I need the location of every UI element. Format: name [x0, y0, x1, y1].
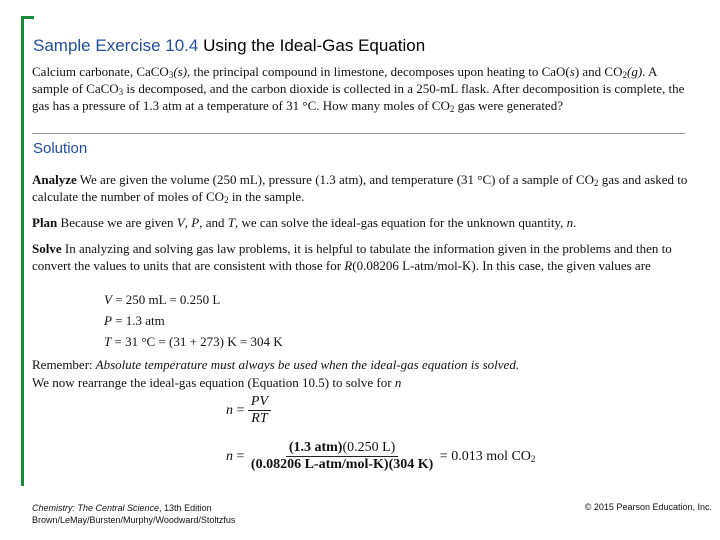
remember-note: [32, 356, 692, 373]
result-text: 0.013 mol CO: [451, 448, 531, 464]
problem-text: ) and CO: [574, 64, 623, 79]
slide-left-accent-bar: [21, 16, 24, 486]
rearrange-sentence: [32, 374, 692, 391]
problem-text: gas were generated?: [454, 98, 563, 113]
result: [451, 449, 535, 465]
analyze-text: We are given the volume (250 mL), pressure (1.3 atm), and temperature (31 °C) of a sample of CO: [76, 172, 595, 187]
analyze-text: gas and asked to calculate the number of moles of CO: [32, 172, 688, 204]
equals-sign: =: [436, 448, 452, 464]
variable-v: V: [176, 215, 185, 230]
subscript: 2: [449, 104, 455, 114]
fraction-numerator: PV: [248, 394, 271, 411]
given-volume: [104, 292, 220, 308]
subscript: 2: [594, 178, 599, 188]
slide-top-accent-tick: [21, 16, 34, 19]
equation-lhs: n: [226, 448, 233, 464]
plan-text: , and: [199, 215, 228, 230]
state-symbol: (g): [626, 64, 643, 79]
given-value: = 250 mL = 0.250 L: [111, 292, 221, 307]
problem-text: . A sample of CaCO: [32, 64, 657, 96]
plan-text: Because we are given: [57, 215, 177, 230]
subscript: 2: [530, 453, 536, 464]
plan-label: Plan: [32, 215, 58, 230]
fraction: [248, 440, 436, 473]
given-pressure: [104, 313, 165, 329]
fraction-denominator: RT: [251, 411, 268, 426]
subscript: 3: [118, 87, 124, 97]
denominator-temperature: (304 K): [388, 457, 434, 472]
state-symbol: (s): [173, 64, 188, 79]
given-value: = 1.3 atm: [111, 313, 165, 328]
variable-t: T: [104, 334, 112, 349]
state-symbol: s: [569, 64, 575, 79]
problem-text: , the principal compound in limestone, decomposes upon heating to CaO(: [187, 64, 570, 79]
fraction-denominator: [248, 457, 436, 473]
equation-n-calculation: [226, 440, 535, 473]
equation-n-equals-pv-over-rt: [226, 394, 271, 427]
variable-p: P: [191, 215, 200, 230]
equals-sign: =: [233, 402, 248, 418]
plan-text: , we can solve the ideal-gas equation for the unknown quantity,: [234, 215, 567, 230]
solve-label: Solve: [32, 241, 62, 256]
equals-sign: =: [233, 448, 248, 464]
analyze-paragraph: [32, 171, 692, 205]
plan-text: .: [573, 215, 577, 230]
subscript: 3: [168, 70, 174, 80]
plan-paragraph: [32, 214, 692, 231]
slide-title: [33, 36, 425, 56]
rearrange-text: We now rearrange the ideal-gas equation (Equation 10.5) to solve for: [32, 375, 395, 390]
variable-p: P: [104, 313, 112, 328]
footer-copyright: © 2015 Pearson Education, Inc.: [584, 502, 712, 512]
equation-lhs: n: [226, 402, 233, 418]
section-divider: [32, 133, 685, 134]
footer-authors: Brown/LeMay/Bursten/Murphy/Woodward/Stoltzfus: [32, 515, 236, 525]
given-value: = 31 °C = (31 + 273) K = 304 K: [111, 334, 283, 349]
variable-n: n: [394, 375, 402, 390]
given-temperature: [104, 334, 283, 350]
plan-text: ,: [184, 215, 192, 230]
analyze-text: in the sample.: [228, 189, 305, 204]
subscript: 2: [224, 195, 229, 205]
analyze-label: Analyze: [32, 172, 77, 187]
remember-label: Remember:: [32, 357, 93, 372]
variable-t: T: [227, 215, 235, 230]
footer-edition: , 13th Edition: [159, 503, 212, 513]
solve-paragraph: [32, 240, 692, 274]
remember-text: Absolute temperature must always be used when the ideal-gas equation is solved.: [92, 357, 520, 372]
solve-text: In analyzing and solving gas law problems, it is helpful to tabulate the information given in the problems and then to convert the values to units that are consistent with those for: [32, 241, 672, 273]
variable-v: V: [104, 292, 112, 307]
variable-r: R: [344, 258, 353, 273]
problem-text: Calcium carbonate, CaCO: [32, 64, 169, 79]
footer-book-title: Chemistry: The Central Science: [32, 503, 160, 513]
variable-n: n: [566, 215, 574, 230]
fraction: [248, 394, 271, 427]
numerator-pressure: (1.3 atm): [288, 440, 343, 455]
fraction-numerator: [286, 440, 399, 457]
footer-citation: [32, 502, 235, 526]
title-text: Using the Ideal-Gas Equation: [198, 36, 426, 55]
solve-text: (0.08206 L-atm/mol-K). In this case, the given values are: [352, 258, 651, 273]
numerator-volume: (0.250 L): [342, 440, 396, 455]
title-exercise-label: Sample Exercise 10.4: [33, 36, 199, 55]
problem-text: is decomposed, and the carbon dioxide is collected in a 250-mL flask. After decomposition is complete, the gas has a pressure of 1.3 atm at a temperature of 31 °C. How many moles of CO: [32, 81, 685, 113]
problem-statement: [32, 63, 692, 114]
solution-heading: Solution: [33, 140, 88, 157]
denominator-r-constant: (0.08206 L-atm/mol-K): [250, 457, 389, 472]
subscript: 2: [622, 70, 627, 80]
